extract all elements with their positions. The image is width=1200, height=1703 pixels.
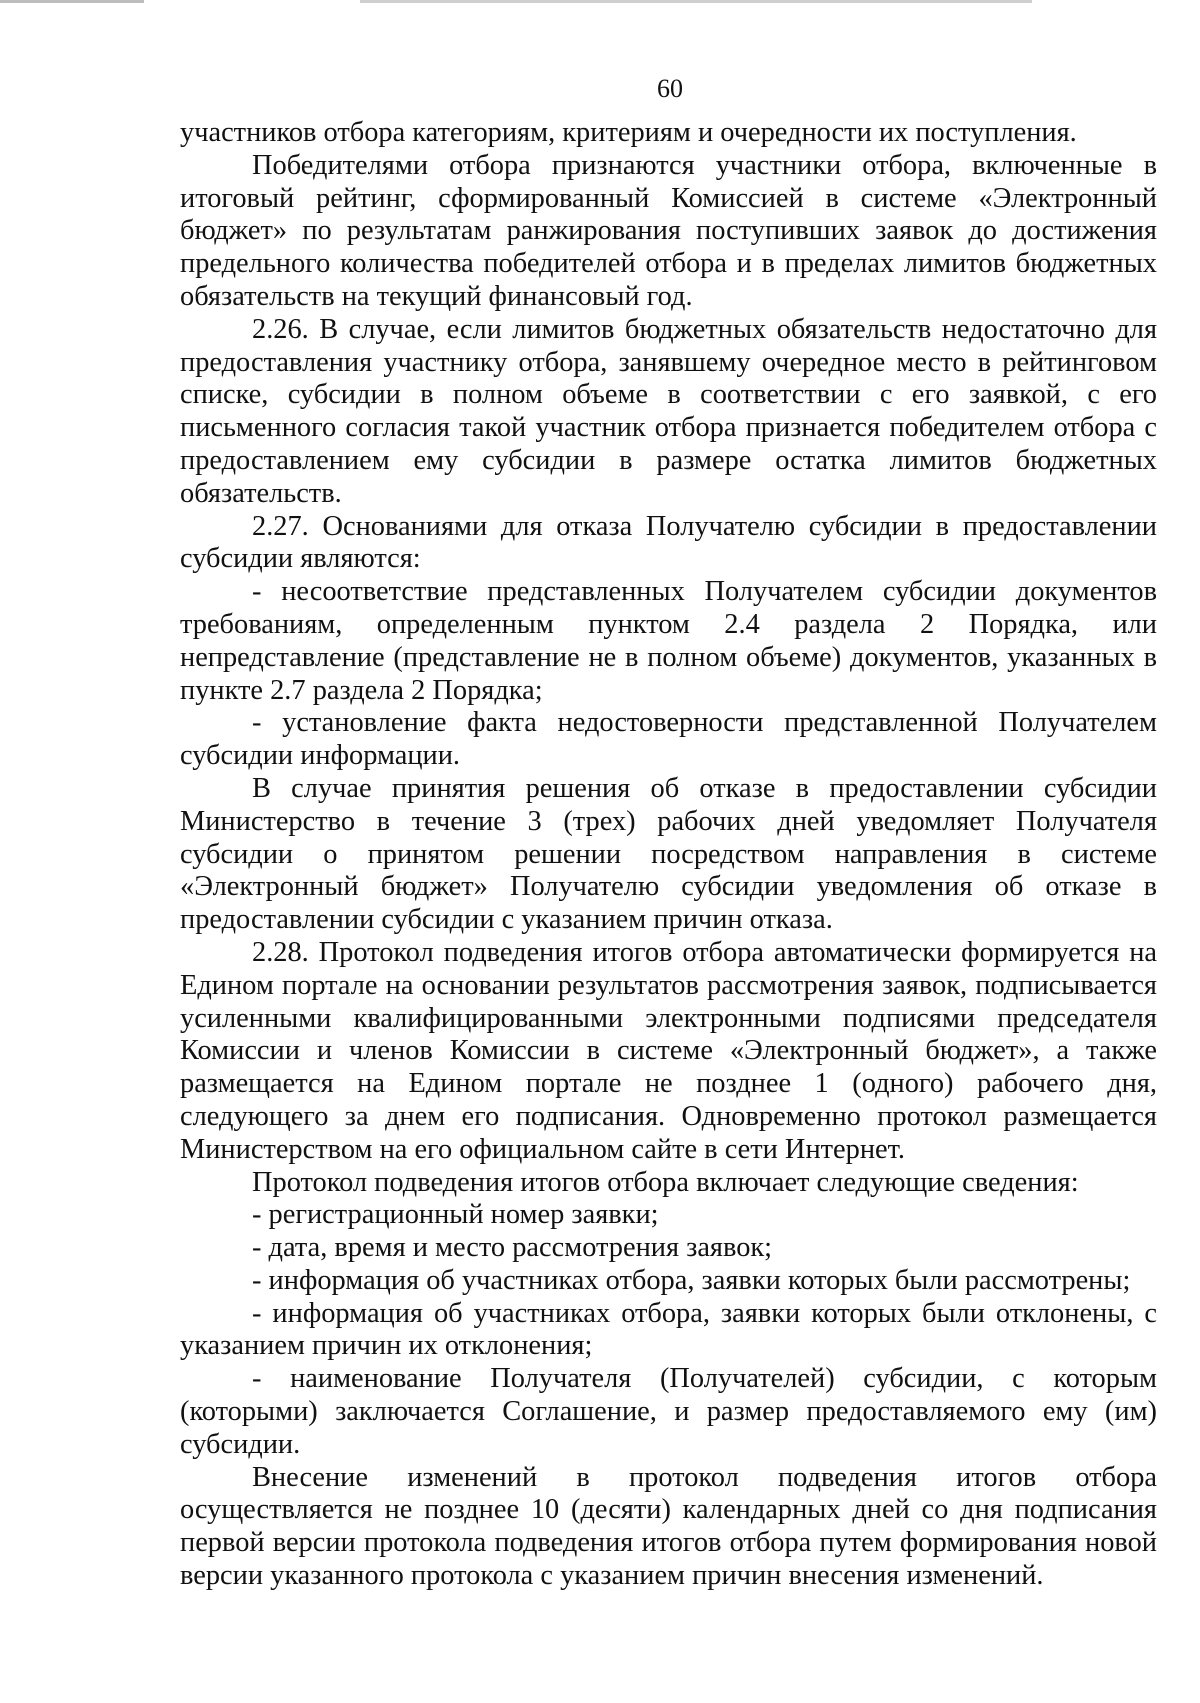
document-body (180, 117, 1157, 1593)
paragraph-protocol-changes: Внесение изменений в протокол подведения итогов отбора осуществляется не позднее 10 (десяти) календарных дней со дня подписания первой версии протокола подведения итогов отбора путем формирования новой версии указанного протокола с указанием причин внесения изменений. (180, 1461, 1157, 1592)
list-item-rejected-participants: - информация об участниках отбора, заявки которых были отклонены, с указанием причин их отклонения; (180, 1297, 1157, 1362)
list-item-recipient-name: - наименование Получателя (Получателей) субсидии, с которым (которыми) заключается Соглашение, и размер предоставляемого ему (им) субсидии. (180, 1363, 1157, 1460)
paragraph-2-27: 2.27. Основаниями для отказа Получателю субсидии в предоставлении субсидии являются: (180, 510, 1157, 575)
paragraph-2-26: 2.26. В случае, если лимитов бюджетных обязательств недостаточно для предоставления участнику отбора, занявшему очередное место в рейтинговом списке, субсидии в полном объеме в соответствии с его заявкой, с его письменного согласия такой участник отбора признается победителем отбора с предоставлением ему субсидии в размере остатка лимитов бюджетных обязательств. (180, 313, 1157, 509)
list-item-reviewed-participants: - информация об участниках отбора, заявки которых были рассмотрены; (252, 1264, 1131, 1296)
list-item-registration-number: - регистрационный номер заявки; (252, 1199, 659, 1231)
list-item-refusal-mismatch: - несоответствие представленных Получателем субсидии документов требованиям, определенным пунктом 2.4 раздела 2 Порядка, или непредставление (представление не в полном объеме) документов, указанных в пункте 2.7 раздела 2 Порядка; (180, 576, 1157, 706)
paragraph-winners: Победителями отбора признаются участники отбора, включенные в итоговый рейтинг, сформированный Комиссией в системе «Электронный бюджет» по результатам ранжирования поступивших заявок до достижения предельного количества победителей отбора и в пределах лимитов бюджетных обязательств на текущий финансовый год. (180, 149, 1157, 312)
paragraph-continuation: участников отбора категориям, критериям и очередности их поступления. (180, 117, 1077, 148)
scan-edge (0, 0, 1200, 3)
page-number: 60 (657, 74, 683, 103)
paragraph-refusal-notice: В случае принятия решения об отказе в предоставлении субсидии Министерство в течение 3 (трех) рабочих дней уведомляет Получателя субсидии о принятом решении посредством направления в системе «Электронный бюджет» Получателю субсидии уведомления об отказе в предоставлении субсидии с указанием причин отказа. (180, 772, 1157, 936)
list-item-refusal-false-info: - установление факта недостоверности представленной Получателем субсидии информации. (180, 707, 1157, 772)
list-item-review-date: - дата, время и место рассмотрения заявок; (252, 1232, 773, 1264)
paragraph-protocol-contents: Протокол подведения итогов отбора включает следующие сведения: (252, 1166, 1079, 1198)
paragraph-2-28: 2.28. Протокол подведения итогов отбора автоматически формируется на Едином портале на основании результатов рассмотрения заявок, подписывается усиленными квалифицированными электронными подписями председателя Комиссии и членов Комиссии в системе «Электронный бюджет», а также размещается на Едином портале не позднее 1 (одного) рабочего дня, следующего за днем его подписания. Одновременно протокол размещается Министерством на его официальном сайте в сети Интернет. (180, 936, 1157, 1165)
